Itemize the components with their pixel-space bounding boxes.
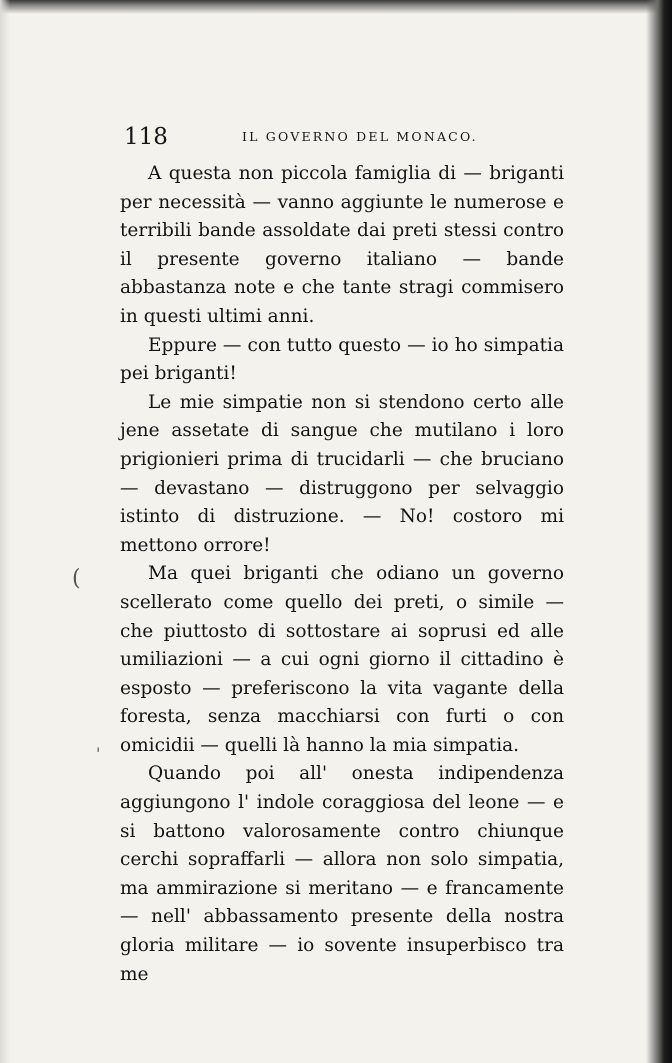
page-number: 118 [124, 124, 168, 150]
paragraph-2: Eppure — con tutto questo — io ho simpatia pei briganti! [120, 334, 564, 385]
body-text [120, 160, 564, 989]
margin-mark: ( [72, 566, 81, 591]
paragraph-4: Ma quei briganti che odiano un governo scellerato come quello dei preti, o simile — che piuttosto di sottostare ai soprusi ed alle umiliazioni — a cui ogni giorno il cittadino è esposto — preferiscono la vita vagante della foresta, senza macchiarsi con furti o con omicidii — quelli là hanno la mia simpatia. [120, 563, 564, 756]
paragraph-1: A questa non piccola famiglia di — briganti per necessità — vanno aggiunte le numerose e terribili bande assoldate dai preti stessi contro il presente governo italiano — bande abbastanza note e che tante stragi commisero in questi ultimi anni. [120, 163, 564, 327]
running-head: IL GOVERNO DEL MONACO. [242, 129, 478, 144]
paragraph-3: Le mie simpatie non si stendono certo alle jene assetate di sangue che mutilano i loro prigionieri prima di trucidarli — che bruciano — devastano — distruggono per selvaggio istinto di distruzione. — No! costoro mi mettono orrore! [120, 391, 564, 556]
page-top-edge-shadow [0, 0, 672, 14]
page-binding-edge [646, 0, 672, 1063]
margin-mark: ' [96, 744, 101, 763]
page-left-shade [0, 0, 10, 1063]
paragraph-5: Quando poi all' onesta indipendenza aggiungono l' indole coraggiosa del leone — e si battono valorosamente contro chiunque cerchi sopraffarli — allora non solo simpatia, ma ammirazione si meritano — e francamente — nell' abbassamento presente della nostra gloria militare — io sovente insuperbisco tra me [120, 763, 564, 985]
